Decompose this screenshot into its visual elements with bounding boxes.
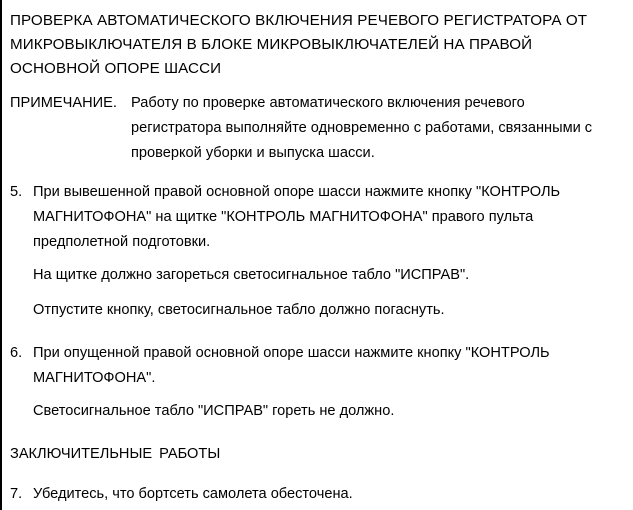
- step-6-line-1: При опущенной правой основной опоре шасси нажмите кнопку "КОНТРОЛЬ: [33, 345, 550, 361]
- step-6-sub-1: Светосигнальное табло "ИСПРАВ" гореть не должно.: [33, 403, 395, 419]
- step-5-sub-1: На щитке должно загореться светосигнальное табло "ИСПРАВ".: [33, 267, 470, 283]
- note-line-3: проверкой уборки и выпуска шасси.: [131, 145, 375, 161]
- note-label: ПРИМЕЧАНИЕ.: [10, 95, 117, 111]
- title-line-2: МИКРОВЫКЛЮЧАТЕЛЯ В БЛОКЕ МИКРОВЫКЛЮЧАТЕЛЕЙ НА ПРАВОЙ: [10, 36, 533, 53]
- step-7-text: Убедитесь, что бортсеть самолета обесточена.: [33, 486, 353, 502]
- step-7-number: 7.: [10, 486, 23, 502]
- step-5-line-2: МАГНИТОФОНА" на щитке "КОНТРОЛЬ МАГНИТОФОНА" правого пульта: [33, 209, 534, 225]
- step-6-line-2: МАГНИТОФОНА".: [33, 370, 156, 386]
- note-line-1: Работу по проверке автоматического включения речевого: [131, 95, 525, 111]
- section-heading: ЗАКЛЮЧИТЕЛЬНЫЕ РАБОТЫ: [10, 446, 221, 462]
- step-5-line-1: При вывешенной правой основной опоре шасси нажмите кнопку "КОНТРОЛЬ: [33, 184, 561, 200]
- title-line-1: ПРОВЕРКА АВТОМАТИЧЕСКОГО ВКЛЮЧЕНИЯ РЕЧЕВОГО РЕГИСТРАТОРА ОТ: [10, 12, 588, 29]
- step-5-number: 5.: [10, 184, 23, 200]
- left-margin-rule: [0, 0, 2, 510]
- step-6-number: 6.: [10, 345, 23, 361]
- title-line-3: ОСНОВНОЙ ОПОРЕ ШАССИ: [10, 60, 222, 77]
- step-5-line-3: предполетной подготовки.: [33, 234, 211, 250]
- note-line-2: регистратора выполняйте одновременно с работами, связанными с: [131, 120, 593, 136]
- step-5-sub-2: Отпустите кнопку, светосигнальное табло должно погаснуть.: [33, 302, 445, 318]
